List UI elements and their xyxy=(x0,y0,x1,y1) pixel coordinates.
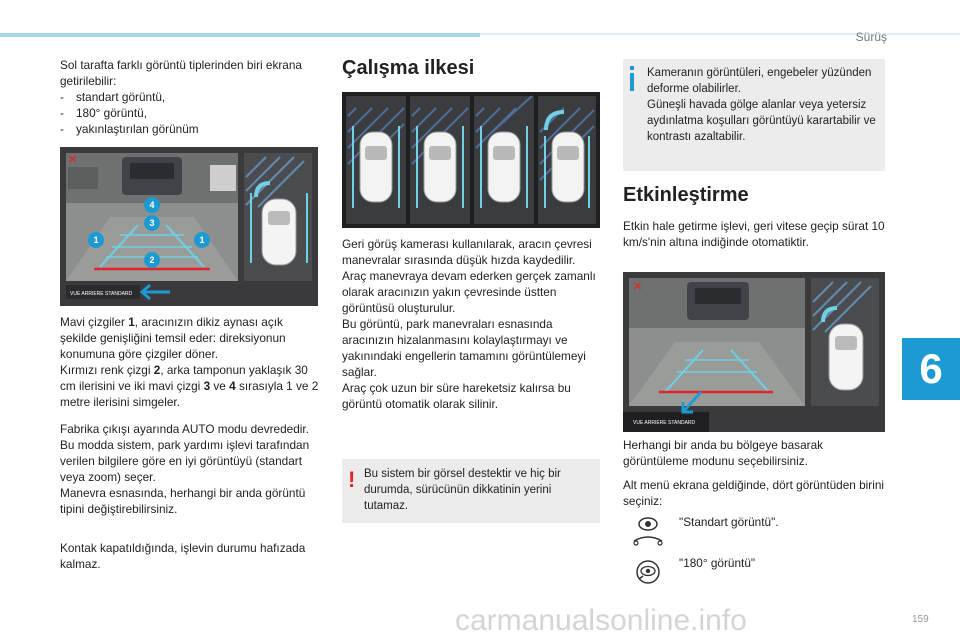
col1-memory xyxy=(60,540,322,572)
activation-text: Etkin hale getirme işlevi, geri vitese geçip sürat 10 km/s'nin altına indiğinde otomatiktir. xyxy=(623,219,885,249)
view-180-icon xyxy=(633,557,663,587)
header-rule-light xyxy=(480,33,960,35)
col1-guides-text xyxy=(60,314,322,410)
principle-para-2: Araç manevraya devam ederken gerçek zamanlı olarak aracınızın yakın çevresinde üstten görüntüsü oluşturulur. xyxy=(342,269,596,315)
rear-camera-figure xyxy=(60,147,318,306)
marker-1: 1 xyxy=(93,235,99,245)
svg-text:✕: ✕ xyxy=(68,154,78,166)
principle-text xyxy=(342,236,604,412)
figure-caption: VUE ARRIERE STANDARD xyxy=(633,420,696,426)
option-180-view: "180° görüntü" xyxy=(679,556,756,570)
marker-4: 4 xyxy=(149,200,155,210)
info-text xyxy=(647,65,877,145)
memory-text: Kontak kapatıldığında, işlevin durumu hafızada kalmaz. xyxy=(60,541,306,571)
warning-box xyxy=(342,459,600,523)
page-number: 159 xyxy=(912,614,929,625)
list-item: - yakınlaştırılan görünüm xyxy=(60,121,322,137)
section-title: Sürüş xyxy=(855,30,887,44)
principle-heading: Çalışma ilkesi xyxy=(342,57,475,79)
principle-para-4: Araç çok uzun bir süre hareketsiz kalırsa bu görüntü otomatik olarak silinir. xyxy=(342,381,571,411)
info-icon xyxy=(630,66,634,70)
svg-text:✕: ✕ xyxy=(633,281,643,293)
info-para-1: Kameranın görüntüleri, engebeler yüzünden deforme olabilirler. xyxy=(647,67,872,95)
col1-auto-mode xyxy=(60,421,322,517)
standard-view-icon xyxy=(631,513,665,549)
list-item: - standart görüntü, xyxy=(60,89,322,105)
select-mode-text: Herhangi bir anda bu bölgeye basarak görüntüleme modunu seçebilirsiniz. xyxy=(623,438,824,468)
principle-para-1: Geri görüş kamerası kullanılarak, aracın çevresi manevralar sırasında düşük hızda kaydedilir. xyxy=(342,237,592,267)
col1-intro: Sol tarafta farklı görüntü tiplerinden biri ekrana getirilebilir: xyxy=(60,58,302,88)
principle-para-3: Bu görüntü, park manevraları esnasında aracınızın hizalanmasını kolaylaştırmayı ve yakınındaki engellerin tamamını görüntülemeyi sağlar. xyxy=(342,317,586,379)
figure-caption: VUE ARRIERE STANDARD xyxy=(70,291,133,297)
list-item: - 180° görüntü, xyxy=(60,105,322,121)
view-types-list xyxy=(60,89,322,137)
activation-heading: Etkinleştirme xyxy=(623,184,749,206)
warning-icon: ! xyxy=(348,467,356,492)
submenu-text: Alt menü ekrana geldiğinde, dört görüntüden birini seçiniz: xyxy=(623,478,885,508)
chapter-tab: 6 xyxy=(902,338,960,400)
auto-mode-text: Fabrika çıkışı ayarında AUTO modu devrededir. Bu modda sistem, park yardımı işlevi tarafından verilen bilgilere göre en iyi görüntüyü (standart veya zoom) seçer. xyxy=(60,422,310,484)
info-box xyxy=(623,59,885,171)
info-para-2: Güneşli havada gölge alanlar veya yetersiz aydınlatma koşulları görüntüyü karartabilir ve kontrastı azaltabilir. xyxy=(647,99,876,143)
warning-text: Bu sistem bir görsel destektir ve hiç bir durumda, sürücünün dikkatinin yerini tutamaz. xyxy=(364,468,561,512)
col1-intro-block xyxy=(60,57,322,137)
mode-select-figure xyxy=(623,272,885,432)
option-standard-view: "Standart görüntü". xyxy=(679,515,779,529)
guide-lines-description-2: Kırmızı renk çizgi 2, arka tamponun yaklaşık 30 cm ilerisini ve iki mavi çizgi 3 ve 4 sırasıyla 1 ve 2 metre ilerisini simgeler. xyxy=(60,363,319,409)
header-rule xyxy=(0,33,480,37)
marker-2: 2 xyxy=(149,255,155,265)
info-bar xyxy=(630,73,634,91)
marker-3: 3 xyxy=(149,218,155,228)
parking-sequence-figure xyxy=(342,92,600,228)
marker-1: 1 xyxy=(199,235,205,245)
watermark-text: carmanualsonline.info xyxy=(455,604,747,637)
switch-view-text: Manevra esnasında, herhangi bir anda görüntü tipini değiştirebilirsiniz. xyxy=(60,486,306,516)
guide-lines-description: Mavi çizgiler 1, aracınızın dikiz aynası açık şekilde genişliğini temsil eder: direksiyonun konumuna göre çizgiler döner. xyxy=(60,315,286,361)
